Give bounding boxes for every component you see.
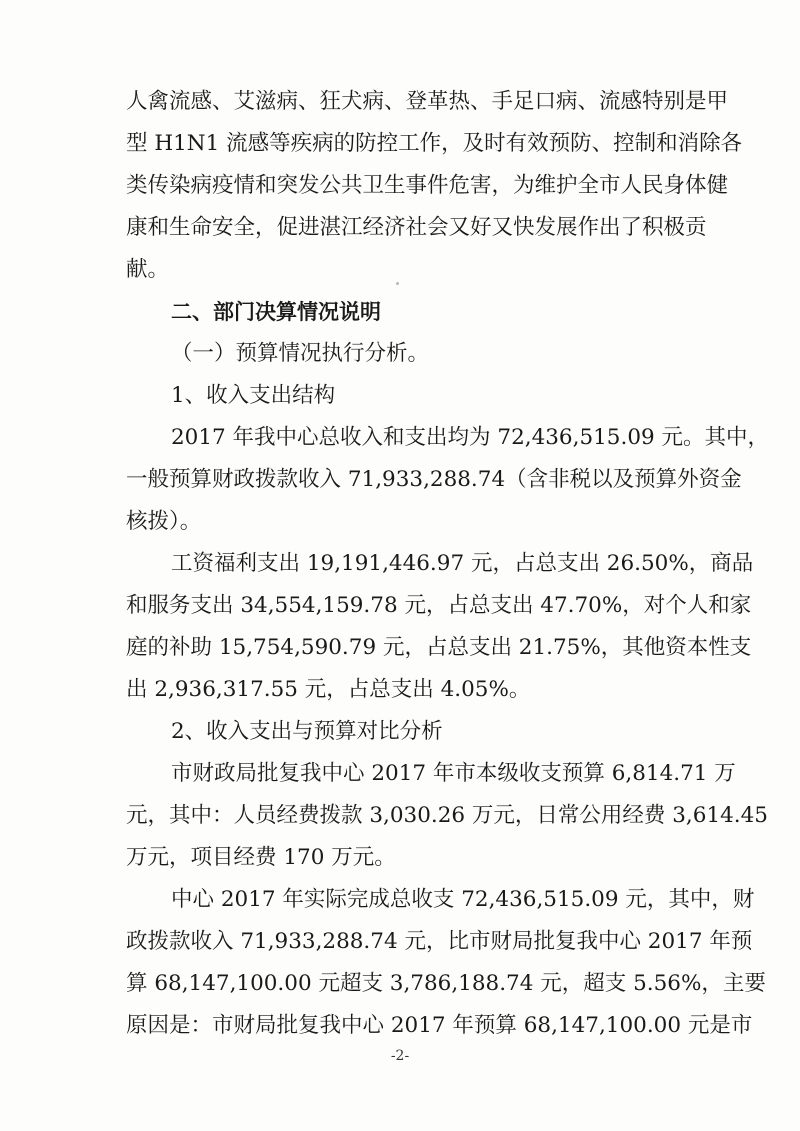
page-number: -2- [390, 1048, 410, 1064]
text-line: 2017 年我中心总收入和支出均为 72,436,515.09 元。其中， [171, 425, 770, 450]
text-line: 出 2,936,317.55 元，占总支出 4.05%。 [126, 677, 531, 702]
text-line: 市财政局批复我中心 2017 年市本级收支预算 6,814.71 万 [171, 761, 736, 786]
text-line: 类传染病疫情和突发公共卫生事件危害，为维护全市人民身体健 [126, 173, 729, 198]
text-line: 庭的补助 15,754,590.79 元，占总支出 21.75%，其他资本性支 [126, 635, 752, 660]
text-line: 元，其中：人员经费拨款 3,030.26 万元，日常公用经费 3,614.45 [126, 803, 768, 828]
text-line: 型 H1N1 流感等疾病的防控工作，及时有效预防、控制和消除各 [126, 131, 743, 156]
subsection-heading: （一）预算情况执行分析。 [171, 341, 430, 366]
text-line: 万元，项目经费 170 万元。 [126, 845, 396, 870]
text-line: 和服务支出 34,554,159.78 元，占总支出 47.70%，对个人和家 [126, 593, 752, 618]
text-line: 献。 [126, 257, 170, 282]
text-line: 算 68,147,100.00 元超支 3,786,188.74 元，超支 5.56%，主要 [126, 971, 766, 996]
subsection-heading: 2、收入支出与预算对比分析 [171, 719, 443, 744]
text-line: 工资福利支出 19,191,446.97 元，占总支出 26.50%，商品 [171, 551, 754, 576]
text-line: 人禽流感、艾滋病、狂犬病、登革热、手足口病、流感特别是甲 [126, 89, 729, 114]
text-line: 康和生命安全，促进湛江经济社会又好又快发展作出了积极贡 [126, 215, 707, 240]
text-line: 中心 2017 年实际完成总收支 72,436,515.09 元，其中，财 [171, 887, 755, 912]
subsection-heading: 1、收入支出结构 [171, 383, 336, 408]
text-line: 政拨款收入 71,933,288.74 元，比市财局批复我中心 2017 年预 [126, 929, 753, 954]
text-line: 一般预算财政拨款收入 71,933,288.74（含非税以及预算外资金 [126, 467, 742, 492]
text-line: 核拨）。 [126, 509, 202, 534]
section-heading: 二、部门决算情况说明 [171, 300, 381, 324]
text-line: 原因是：市财局批复我中心 2017 年预算 68,147,100.00 元是市 [126, 1013, 753, 1038]
